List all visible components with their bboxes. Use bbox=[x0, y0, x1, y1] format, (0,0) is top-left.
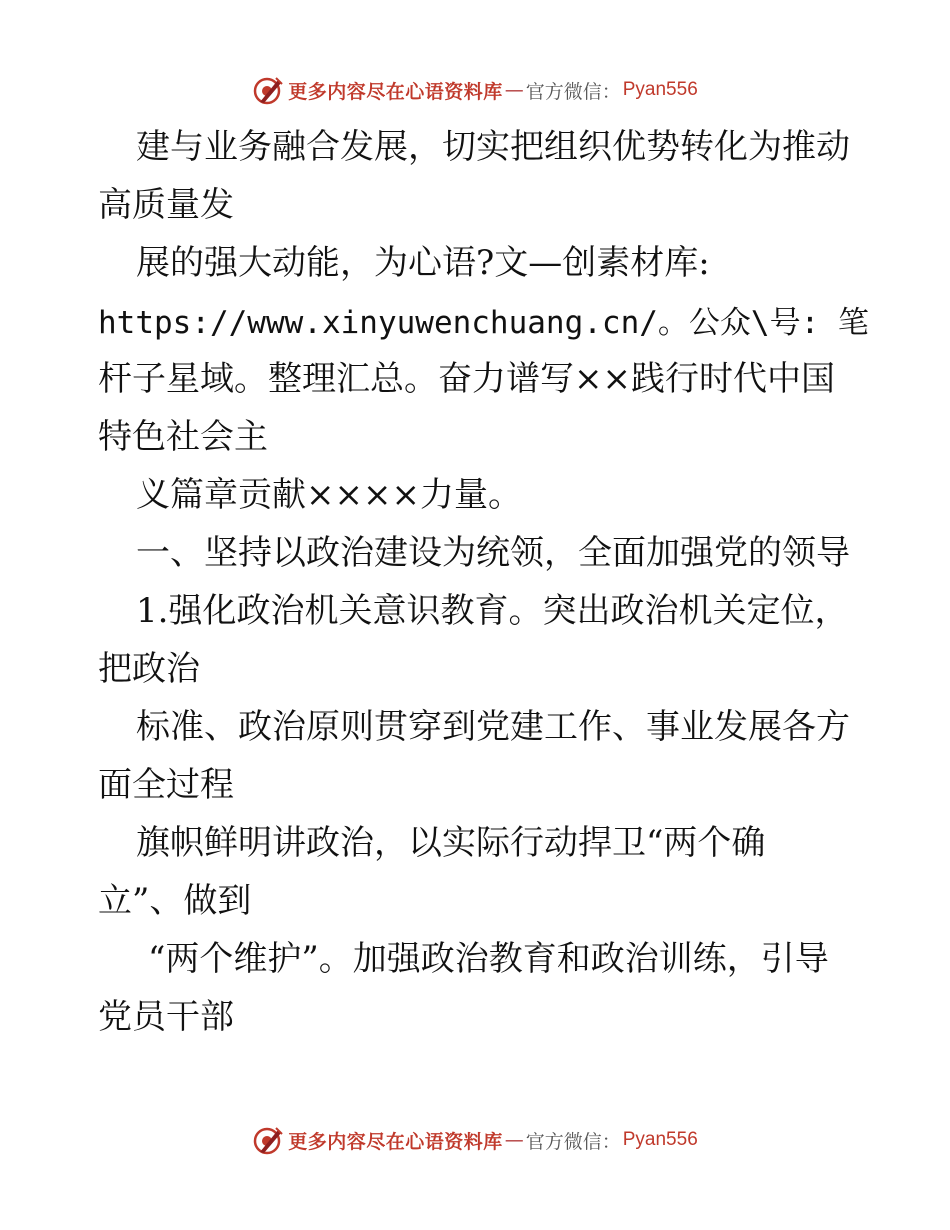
header-banner bbox=[0, 70, 950, 110]
promo-text: 更多内容尽在心语资料库 bbox=[288, 80, 503, 103]
quill-logo-icon bbox=[252, 74, 284, 106]
body-line: 杆子星域。整理汇总。奋力谱写××践行时代中国 bbox=[98, 359, 835, 399]
body-line: 党员干部 bbox=[98, 997, 234, 1037]
section-heading: 一、坚持以政治建设为统领，全面加强党的领导 bbox=[136, 533, 850, 573]
quill-logo-icon bbox=[252, 1124, 284, 1156]
account-value: Pyan556 bbox=[622, 1129, 698, 1150]
footer-banner bbox=[0, 1120, 950, 1160]
separator: — bbox=[504, 1129, 524, 1151]
promo-text: 更多内容尽在心语资料库 bbox=[288, 1130, 503, 1153]
account-label: 官方微信： bbox=[525, 1130, 621, 1153]
body-line: 义篇章贡献××××力量。 bbox=[136, 475, 522, 515]
body-line: 把政治 bbox=[98, 649, 200, 689]
account-label: 官方微信： bbox=[525, 80, 621, 103]
body-line: 1.强化政治机关意识教育。突出政治机关定位， bbox=[136, 591, 849, 631]
body-line: 立”、做到 bbox=[98, 881, 252, 921]
separator: — bbox=[504, 79, 524, 101]
body-line: 标准、政治原则贯穿到党建工作、事业发展各方 bbox=[136, 707, 850, 747]
body-line: https://www.xinyuwenchuang.cn/。公众\号: 笔 bbox=[98, 305, 869, 341]
account-value: Pyan556 bbox=[622, 79, 698, 100]
body-line: 旗帜鲜明讲政治，以实际行动捍卫“两个确 bbox=[136, 823, 766, 863]
body-line: 高质量发 bbox=[98, 185, 234, 225]
body-line: 特色社会主 bbox=[98, 417, 268, 457]
body-line: 建与业务融合发展，切实把组织优势转化为推动 bbox=[136, 127, 850, 167]
body-line: 展的强大动能，为心语?文—创素材库: bbox=[136, 243, 710, 283]
body-line: 面全过程 bbox=[98, 765, 234, 805]
body-line: “两个维护”。加强政治教育和政治训练，引导 bbox=[148, 939, 829, 979]
